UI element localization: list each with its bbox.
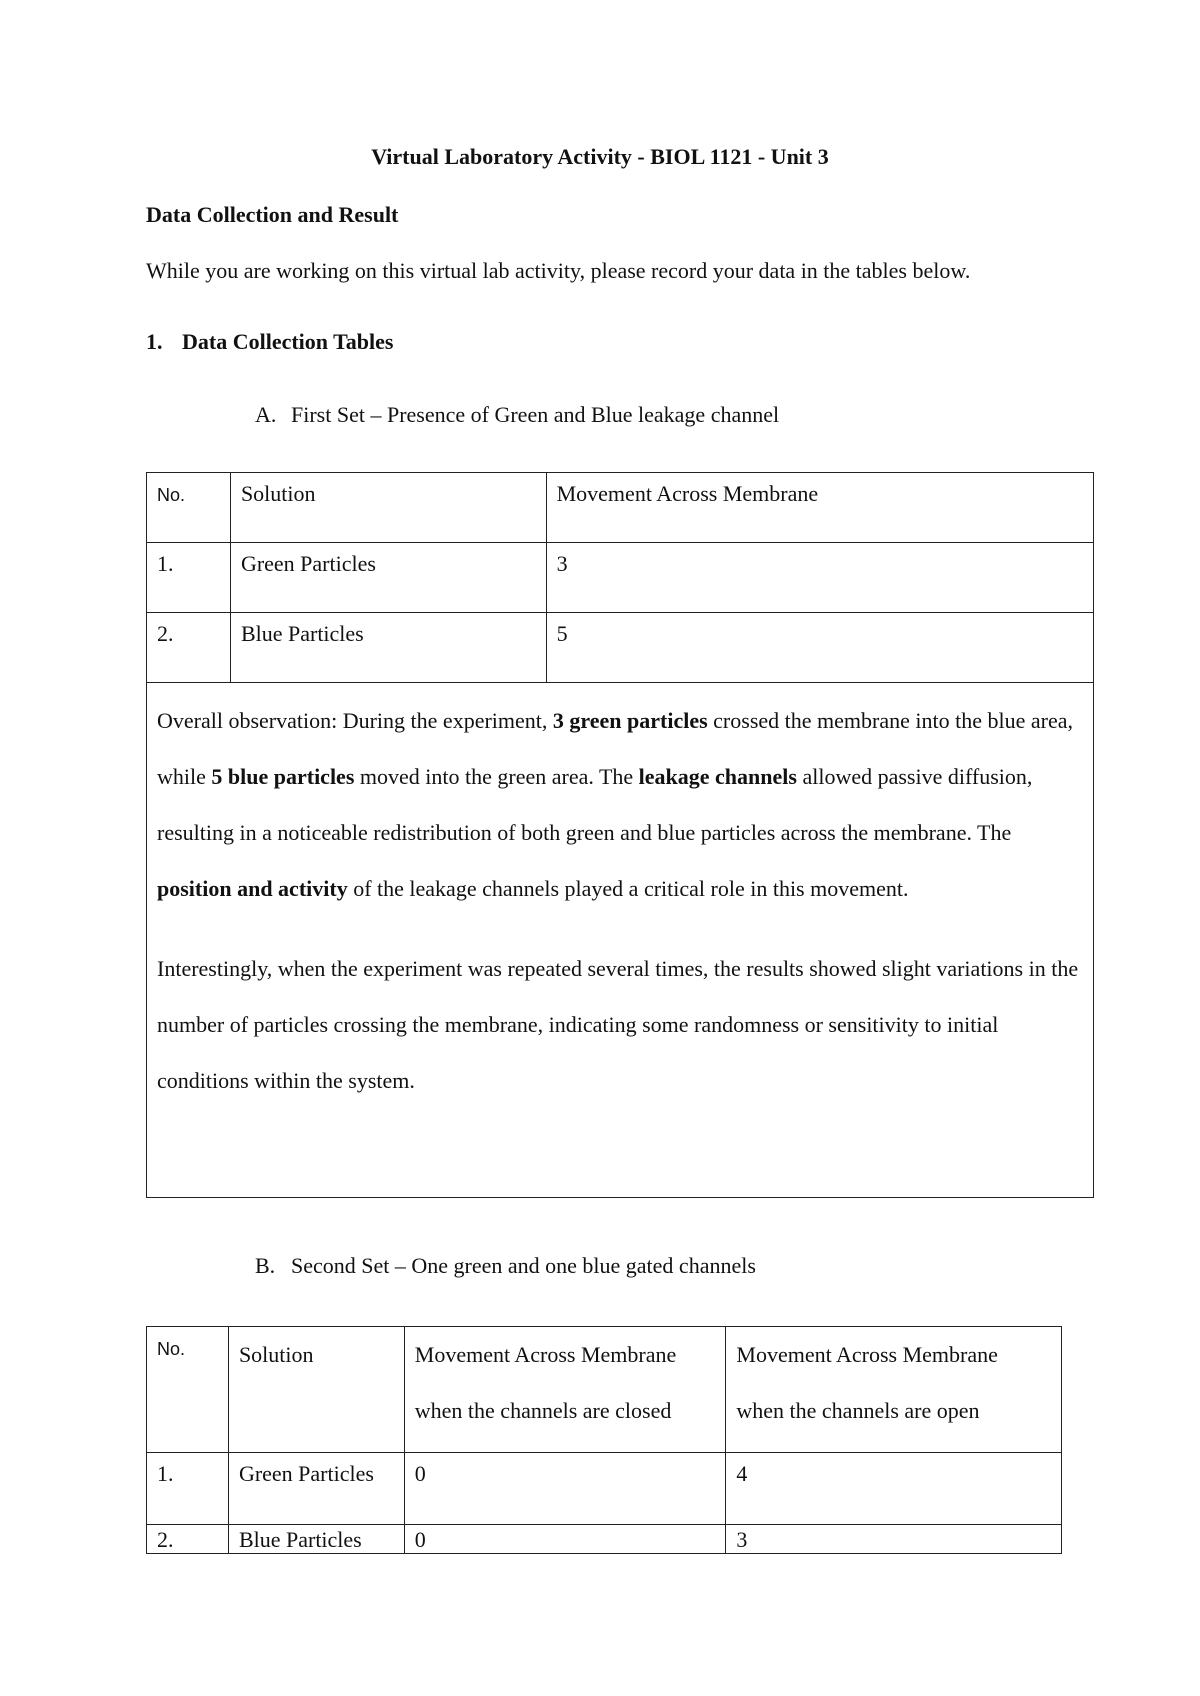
- observation-bold-text: 5 blue particles: [211, 764, 355, 789]
- table-cell: 2.: [147, 613, 231, 683]
- table-b-heading: [255, 1253, 756, 1279]
- table-a-observation-row: [147, 683, 1094, 1198]
- observation-text: crossed the membrane into the blue area, while: [157, 708, 1073, 789]
- observation-text: moved into the green area. The: [354, 764, 639, 789]
- observation-text: Overall observation: During the experiment,: [157, 708, 553, 733]
- table-row: [147, 613, 1094, 683]
- observation-text: of the leakage channels played a critical role in this movement.: [347, 876, 909, 901]
- table-a-header-no: No.: [147, 473, 231, 543]
- table-b-header-closed: Movement Across Membrane when the channels are closed: [404, 1327, 726, 1453]
- table-cell: 0: [404, 1525, 726, 1554]
- table-cell: 3: [546, 543, 1093, 613]
- table-b-header-open: Movement Across Membrane when the channels are open: [726, 1327, 1062, 1453]
- table-b: [146, 1326, 1062, 1554]
- observation-bold-text: position and activity: [157, 876, 348, 901]
- table-a-heading: [255, 402, 779, 428]
- section-heading: Data Collection and Result: [146, 202, 399, 227]
- table-b-header-solution: Solution: [228, 1327, 404, 1453]
- data-collection-heading: [146, 329, 393, 355]
- observation-paragraph-2: Interestingly, when the experiment was repeated several times, the results showed slight variations in the number of particles crossing the membrane, indicating some randomness or sensitivity to initial conditions within the system.: [157, 956, 1079, 1093]
- table-cell: Green Particles: [230, 543, 546, 613]
- table-cell: 2.: [147, 1525, 229, 1554]
- document-title: Virtual Laboratory Activity - BIOL 1121 - Unit 3: [371, 144, 829, 169]
- table-b-heading-text: Second Set – One green and one blue gated channels: [291, 1253, 756, 1278]
- table-cell: 1.: [147, 1453, 229, 1525]
- observation-cell: [147, 683, 1094, 1198]
- intro-paragraph: While you are working on this virtual lab activity, please record your data in the tables below.: [146, 258, 971, 283]
- table-cell: Blue Particles: [228, 1525, 404, 1554]
- table-row: [147, 1453, 1062, 1525]
- table-cell: 5: [546, 613, 1093, 683]
- table-row: [147, 1525, 1062, 1554]
- table-cell: Green Particles: [228, 1453, 404, 1525]
- observation-paragraph-1: [157, 693, 1083, 917]
- table-b-header-no: No.: [147, 1327, 229, 1453]
- heading-text: Data Collection Tables: [182, 329, 394, 354]
- table-cell: 3: [726, 1525, 1062, 1554]
- table-a-heading-text: First Set – Presence of Green and Blue leakage channel: [291, 402, 780, 427]
- table-row: [147, 543, 1094, 613]
- table-a-header-solution: Solution: [230, 473, 546, 543]
- table-cell: 1.: [147, 543, 231, 613]
- heading-number: 1.: [146, 329, 163, 354]
- table-b-header-row: [147, 1327, 1062, 1453]
- observation-bold-text: 3 green particles: [552, 708, 708, 733]
- table-a-letter: A.: [255, 402, 277, 427]
- table-a: [146, 472, 1094, 1198]
- table-cell: 4: [726, 1453, 1062, 1525]
- table-cell: 0: [404, 1453, 726, 1525]
- table-b-letter: B.: [255, 1253, 276, 1278]
- table-a-header-movement: Movement Across Membrane: [546, 473, 1093, 543]
- table-cell: Blue Particles: [230, 613, 546, 683]
- table-a-header-row: [147, 473, 1094, 543]
- observation-bold-text: leakage channels: [638, 764, 797, 789]
- observation-text: allowed passive diffusion, resulting in a noticeable redistribution of both green and blue particles across the membrane. The: [157, 764, 1033, 845]
